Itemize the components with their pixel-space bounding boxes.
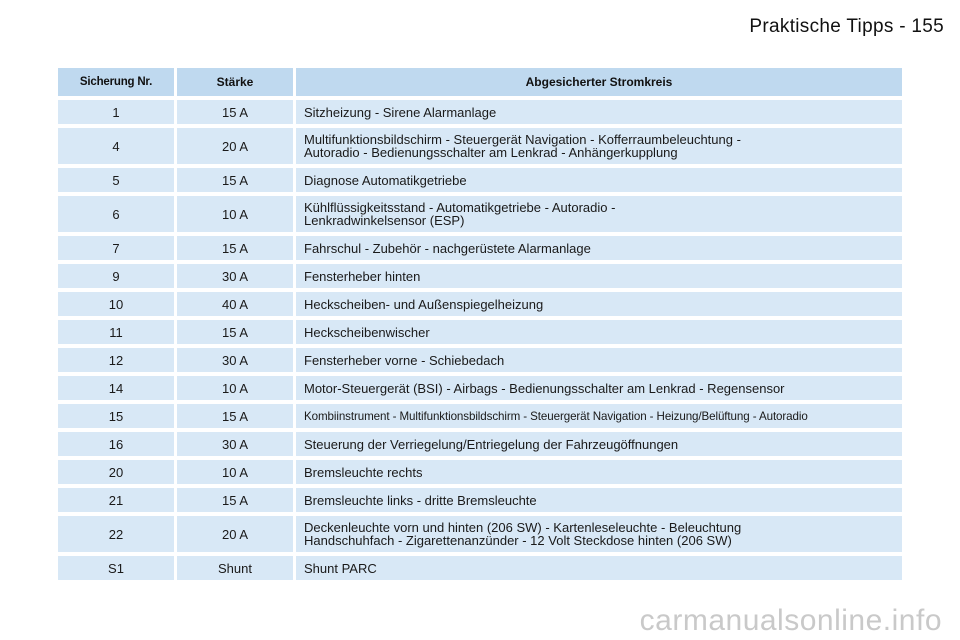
fuse-rating-cell: 40 A — [177, 292, 296, 316]
fuse-number-cell: 15 — [58, 404, 177, 428]
table-row — [58, 460, 902, 484]
table-row — [58, 128, 902, 164]
table-row — [58, 376, 902, 400]
circuit-description-line: Fensterheber hinten — [304, 268, 421, 284]
fuse-number-cell: 20 — [58, 460, 177, 484]
fuse-number-cell: 14 — [58, 376, 177, 400]
fuse-rating-cell: 15 A — [177, 100, 296, 124]
circuit-description-line: Heckscheibenwischer — [304, 324, 430, 340]
table-row — [58, 196, 902, 232]
table-row — [58, 320, 902, 344]
circuit-description-line: Bremsleuchte links - dritte Bremsleuchte — [304, 492, 537, 508]
circuit-description-line: Heckscheiben- und Außenspiegelheizung — [304, 296, 544, 312]
circuit-description-line: Steuerung der Verriegelung/Entriegelung der Fahrzeugöffnungen — [304, 436, 679, 452]
column-header-circuit: Abgesicherter Stromkreis — [296, 68, 902, 96]
fuse-number-cell: 11 — [58, 320, 177, 344]
circuit-description-line: Shunt PARC — [304, 560, 377, 576]
page-title: Praktische Tipps - 155 — [749, 16, 944, 37]
fuse-table — [58, 64, 902, 584]
fuse-rating-cell: 15 A — [177, 236, 296, 260]
fuse-number-cell: 6 — [58, 196, 177, 232]
circuit-description-cell — [296, 292, 902, 316]
fuse-number-cell: 12 — [58, 348, 177, 372]
circuit-description-line: Multifunktionsbildschirm - Steuergerät Navigation - Kofferraumbeleuchtung - — [304, 132, 741, 147]
fuse-rating-cell: 15 A — [177, 320, 296, 344]
fuse-rating-cell: 10 A — [177, 376, 296, 400]
fuse-rating-cell: Shunt — [177, 556, 296, 580]
circuit-description-cell — [296, 404, 902, 428]
fuse-number-cell: 16 — [58, 432, 177, 456]
table-row — [58, 432, 902, 456]
fuse-number-cell: 22 — [58, 516, 177, 552]
circuit-description-cell — [296, 236, 902, 260]
table-row — [58, 404, 902, 428]
circuit-description-line: Bremsleuchte rechts — [304, 464, 423, 480]
circuit-description-line: Kombiinstrument - Multifunktionsbildschirm - Steuergerät Navigation - Heizung/Belüftung - Autoradio — [304, 409, 808, 423]
table-body — [58, 100, 902, 580]
circuit-description-cell — [296, 196, 902, 232]
circuit-description-line: Kühlflüssigkeitsstand - Automatikgetriebe - Autoradio - — [304, 200, 616, 215]
table-row — [58, 264, 902, 288]
fuse-rating-cell: 30 A — [177, 264, 296, 288]
fuse-number-cell: 5 — [58, 168, 177, 192]
circuit-description-line: Diagnose Automatikgetriebe — [304, 172, 467, 188]
fuse-number-cell: S1 — [58, 556, 177, 580]
table-row — [58, 292, 902, 316]
circuit-description-line: Fahrschul - Zubehör - nachgerüstete Alarmanlage — [304, 240, 591, 256]
circuit-description-line: Motor-Steuergerät (BSI) - Airbags - Bedienungsschalter am Lenkrad - Regensensor — [304, 380, 785, 396]
fuse-number-cell: 21 — [58, 488, 177, 512]
circuit-description-cell — [296, 348, 902, 372]
fuse-rating-cell: 20 A — [177, 128, 296, 164]
table-row — [58, 348, 902, 372]
table-header-row — [58, 68, 902, 96]
fuse-rating-cell: 15 A — [177, 404, 296, 428]
fuse-rating-cell: 30 A — [177, 432, 296, 456]
circuit-description-cell — [296, 556, 902, 580]
circuit-description-cell — [296, 168, 902, 192]
fuse-number-cell: 4 — [58, 128, 177, 164]
circuit-description-cell — [296, 460, 902, 484]
table-row — [58, 488, 902, 512]
circuit-description-cell — [296, 376, 902, 400]
circuit-description-cell — [296, 128, 902, 164]
fuse-number-cell: 1 — [58, 100, 177, 124]
circuit-description-cell — [296, 100, 902, 124]
circuit-description-cell — [296, 516, 902, 552]
fuse-rating-cell: 15 A — [177, 168, 296, 192]
circuit-description-cell — [296, 320, 902, 344]
fuse-number-cell: 9 — [58, 264, 177, 288]
circuit-description-cell — [296, 488, 902, 512]
circuit-description-line: Lenkradwinkelsensor (ESP) — [304, 213, 465, 228]
column-header-rating: Stärke — [177, 68, 296, 96]
circuit-description-cell — [296, 264, 902, 288]
column-header-fuse-number: Sicherung Nr. — [58, 68, 177, 96]
table-row — [58, 236, 902, 260]
circuit-description-line: Deckenleuchte vorn und hinten (206 SW) - Kartenleseleuchte - Beleuchtung — [304, 520, 742, 535]
table-row — [58, 556, 902, 580]
fuse-rating-cell: 30 A — [177, 348, 296, 372]
circuit-description-cell — [296, 432, 902, 456]
watermark: carmanualsonline.info — [639, 604, 942, 637]
table-row — [58, 168, 902, 192]
fuse-rating-cell: 10 A — [177, 460, 296, 484]
fuse-rating-cell: 15 A — [177, 488, 296, 512]
circuit-description-line: Sitzheizung - Sirene Alarmanlage — [304, 104, 497, 120]
table-row — [58, 100, 902, 124]
fuse-number-cell: 7 — [58, 236, 177, 260]
circuit-description-line: Autoradio - Bedienungsschalter am Lenkrad - Anhängerkupplung — [304, 145, 678, 160]
circuit-description-line: Handschuhfach - Zigarettenanzünder - 12 Volt Steckdose hinten (206 SW) — [304, 533, 732, 548]
table-row — [58, 516, 902, 552]
circuit-description-line: Fensterheber vorne - Schiebedach — [304, 352, 505, 368]
fuse-number-cell: 10 — [58, 292, 177, 316]
fuse-rating-cell: 20 A — [177, 516, 296, 552]
fuse-rating-cell: 10 A — [177, 196, 296, 232]
